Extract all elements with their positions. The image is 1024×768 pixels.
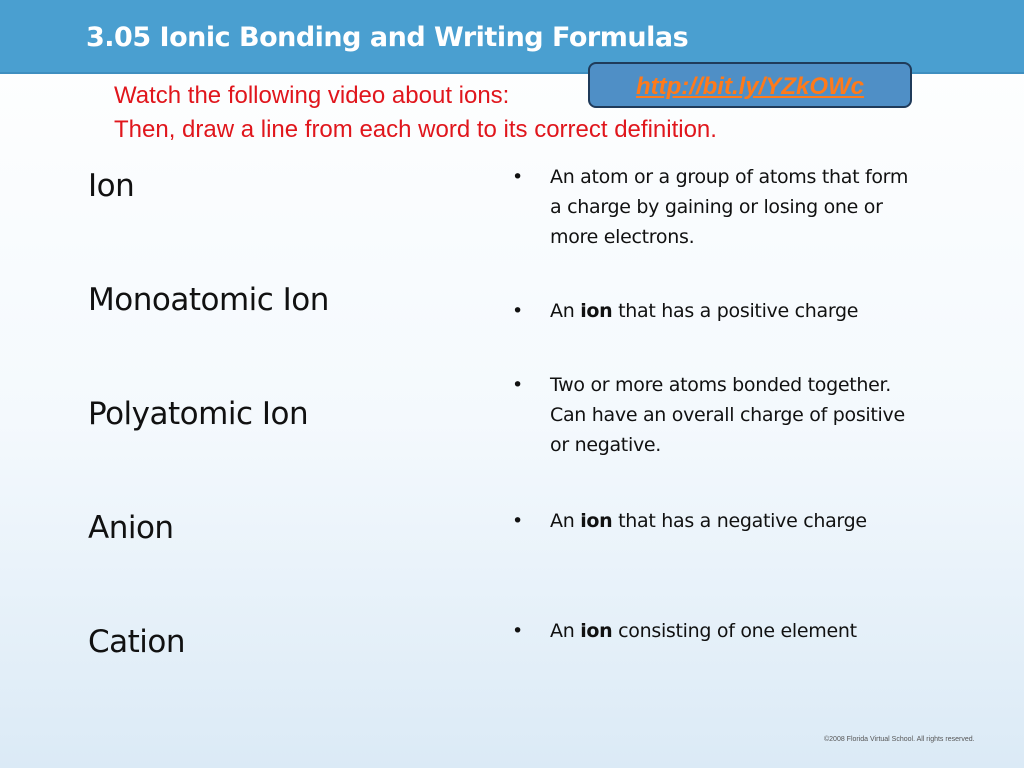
bullet: • (512, 510, 523, 532)
bold-term: ion (580, 510, 613, 532)
term-anion: Anion (88, 510, 174, 546)
term-ion: Ion (88, 168, 135, 204)
bullet: • (512, 300, 523, 322)
term-monoatomic-ion: Monoatomic Ion (88, 282, 329, 318)
term-polyatomic-ion: Polyatomic Ion (88, 396, 309, 432)
copyright-notice: ©2008 Florida Virtual School. All rights reserved. (824, 736, 975, 743)
bullet: • (512, 374, 523, 396)
definition-text: An ion that has a positive charge (550, 300, 859, 322)
definition-text: An ion consisting of one element (550, 620, 857, 642)
bullet: • (512, 166, 523, 188)
instruction-line-1: Watch the following video about ions: (114, 82, 510, 109)
bold-term: ion (580, 620, 613, 642)
video-link-box[interactable] (588, 62, 912, 108)
video-link[interactable]: http://bit.ly/YZkOWc (636, 73, 864, 100)
page-title: 3.05 Ionic Bonding and Writing Formulas (86, 22, 689, 53)
term-cation: Cation (88, 624, 186, 660)
bullet: • (512, 620, 523, 642)
instruction-line-2: Then, draw a line from each word to its correct definition. (114, 116, 717, 143)
definition-text: Two or more atoms bonded together. Can have an overall charge of positive or negative. (550, 374, 905, 456)
definition-text: An ion that has a negative charge (550, 510, 867, 532)
bold-term: ion (580, 300, 613, 322)
definition-text: An atom or a group of atoms that form a charge by gaining or losing one or more electrons. (550, 166, 909, 248)
